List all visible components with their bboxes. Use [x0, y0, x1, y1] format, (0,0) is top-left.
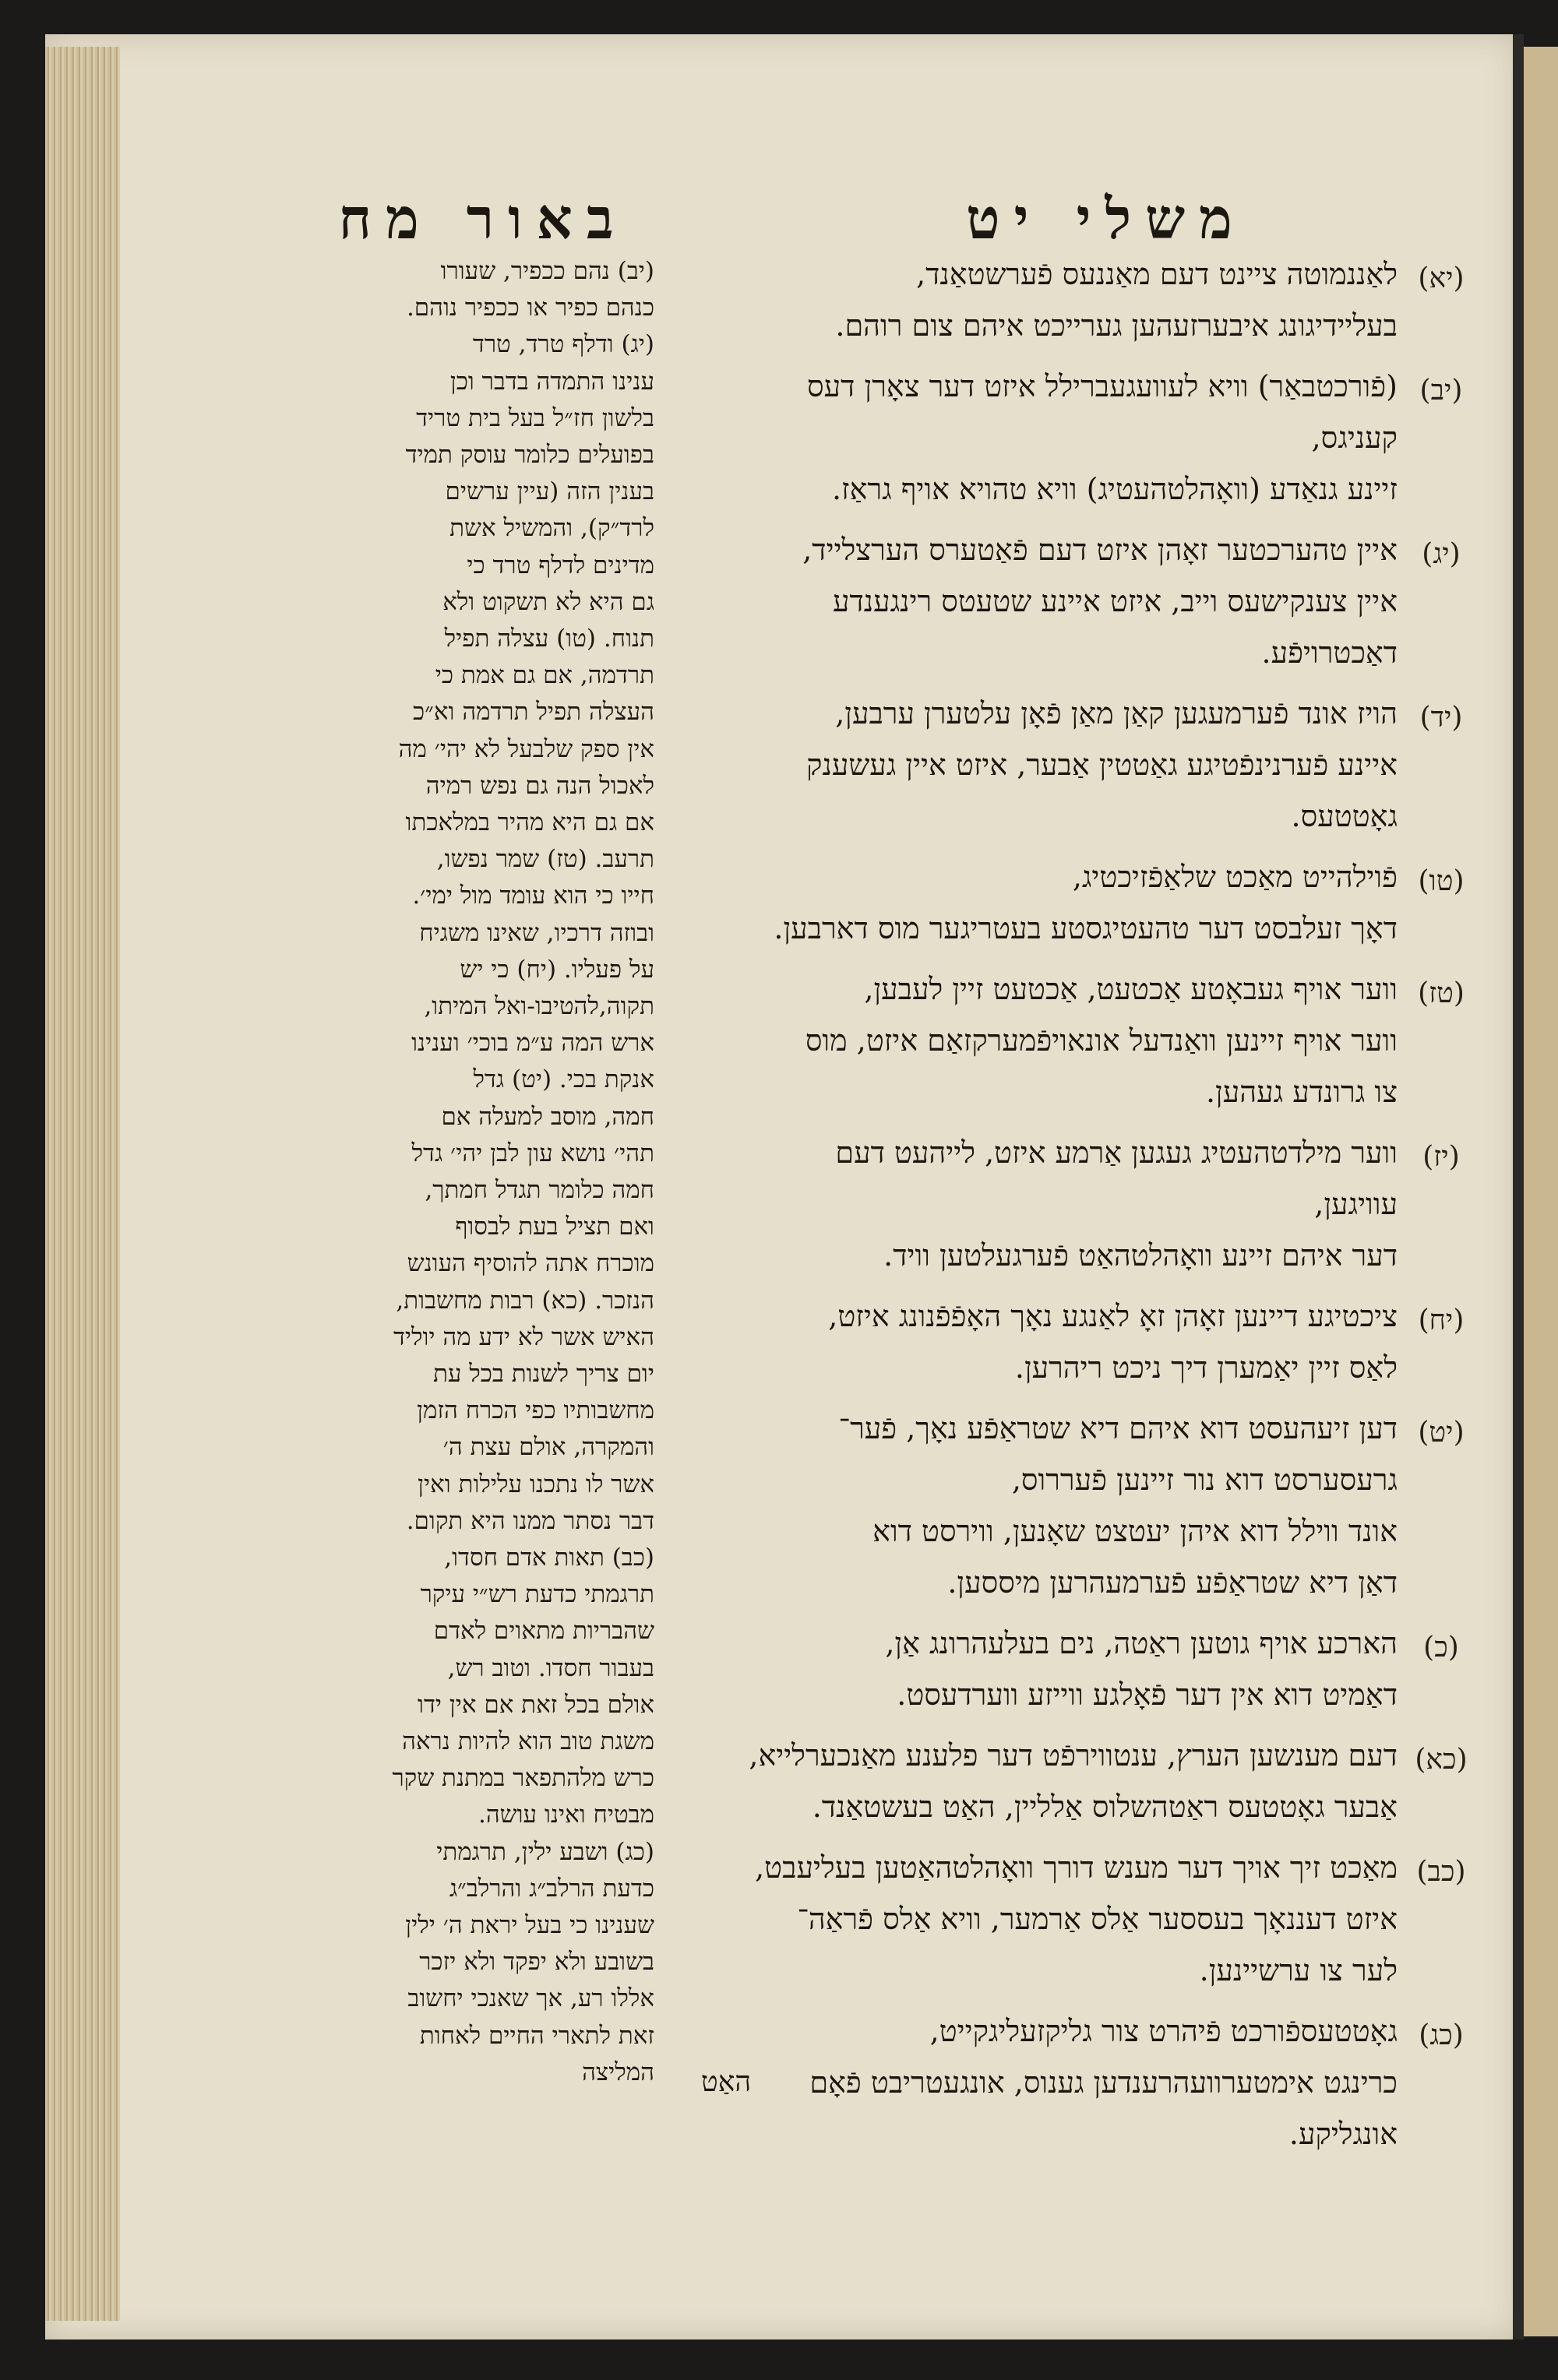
commentary-line: אשר לו נתכנו עלילות ואין	[418, 1470, 654, 1498]
running-head-mishlei: משלי יט	[966, 185, 1246, 252]
verse-line: ווער מילדטהעטיג געגען אַרמע איזט, לייהעט דעם	[835, 1135, 1398, 1170]
commentary-line: כנהם כפיר או ככפיר נוהם.	[406, 294, 654, 322]
binding-gutter	[1513, 34, 1524, 2340]
verse-line: דאַמיט דוא אין דער פֿאָלגע ווייזע ווערדעסט.	[897, 1678, 1398, 1712]
commentary-line: שהבריות מתאוים לאדם	[433, 1617, 654, 1646]
commentary-line: המליצה	[582, 2058, 654, 2086]
verse-line: דער איהם זיינע וואָהלטהאַט פֿערגעלטען וויד.	[883, 1238, 1398, 1273]
verse-line: מאַכט זיך אויך דער מענש דורך וואָהלטהאַטען בעליעבט,	[755, 1850, 1398, 1885]
commentary-line: גם היא לא תשקוט ולא	[442, 587, 654, 616]
verse-line: ציכטיגע דיינען זאָהן זאָ לאַנגע נאָך האָפֿפֿנונג איזט,	[828, 1299, 1398, 1333]
verse-line: דאַכטרויפֿע.	[1261, 635, 1398, 670]
verse-line: הארכע אויף גוטען ראַטה, נים בעלעהרונג אַן,	[885, 1626, 1398, 1660]
verse-line: עוויגען,	[1314, 1187, 1398, 1221]
verse-line: אונגליקע.	[1288, 2117, 1398, 2151]
verse-line: לאַננמוטה ציינט דעם מאַננעס פֿערשטאַנד,	[916, 257, 1398, 291]
commentary-line: ענינו התמדה בדבר וכן	[449, 367, 654, 396]
commentary-line: מוכרח אתה להוסיף העונש	[407, 1249, 654, 1278]
commentary-line: בלשון חז״ל בעל בית טריד	[416, 403, 654, 432]
commentary-line: והמקרה, אולם עצת ה׳	[442, 1433, 654, 1462]
verse-line: כרינגט אימטערוועהרענדען גענוס, אונגעטריבט פֿאָם	[809, 2065, 1398, 2100]
verse-line: איזט דעננאָך בעססער אַלס אַרמער, וויא אַלס פֿראַה־	[797, 1902, 1398, 1936]
commentary-line: בפועלים כלומר עוסק תמיד	[405, 441, 654, 469]
verse-number: (יד)	[1419, 702, 1463, 734]
commentary-line: חמה כלומר תגדל חמתך,	[425, 1176, 654, 1204]
verse-number: (כ)	[1423, 1632, 1459, 1664]
verse-line: איין טהערכטער זאָהן איזט דעם פֿאַטערס הערצלייד,	[802, 533, 1398, 567]
verse-line: איינע פֿערנינפֿטיגע גאַטטין אַבער, איזט איין געשענק	[806, 748, 1398, 782]
verse-line: לער צו ערשיינען.	[1199, 1953, 1398, 1987]
commentary-line: מבטיח ואינו עושה.	[478, 1801, 654, 1829]
commentary-line: בעבור חסדו. וטוב רש,	[447, 1653, 654, 1682]
commentary-line: על פעליו. (יח) כי יש	[460, 955, 654, 984]
verse-line: דאַן דיא שטראַפֿע פֿערמעהרען מיססען.	[947, 1565, 1398, 1600]
commentary-line: תרדמה, אם גם אמת כי	[435, 661, 654, 690]
commentary-line: בענין הזה (עיין ערשים	[445, 477, 654, 506]
commentary-line: אנקת בכי. (יט) גדל	[473, 1065, 654, 1094]
commentary-line: אולם בכל זאת אם אין ידו	[418, 1690, 654, 1719]
commentary-line: דבר נסתר ממנו היא תקום.	[406, 1506, 654, 1535]
commentary-line: לרד״ק), והמשיל אשת	[449, 514, 654, 543]
verse-number: (יח)	[1418, 1304, 1465, 1336]
commentary-line: מחשבותיו כפי הכרח הזמן	[417, 1396, 654, 1425]
verse-number: (יא)	[1418, 262, 1465, 294]
commentary-line: חייו כי הוא עומד מול ימי׳.	[412, 882, 654, 910]
verse-number: (טו)	[1418, 865, 1465, 897]
verse-line: אַבער גאָטטעס ראַטהשלוס אַלליין, האַט בעשטאַנד.	[812, 1790, 1398, 1824]
commentary-line: שענינו כי בעל יראת ה׳ ילין	[405, 1911, 654, 1939]
commentary-line: תקוה,להטיבו-ואל המיתו,	[424, 992, 654, 1020]
commentary-line: חמה, מוסב למעלה אם	[441, 1102, 654, 1131]
verse-line: (פֿורכטבאַר) וויא לעוועגעברילל איזט דער צאָרן דעס	[807, 369, 1398, 403]
verse-number: (יג)	[1422, 538, 1461, 570]
page-edges	[45, 47, 120, 2321]
verse-line: גאָטטעס.	[1291, 799, 1398, 833]
commentary-line: (כב) תאות אדם חסדו,	[444, 1544, 654, 1572]
commentary-line: תנוח. (טו) עצלה תפיל	[444, 625, 654, 653]
verse-line: דעם מענשען הערץ, ענטווירפֿט דער פלענע מאַנכערלייא,	[749, 1738, 1398, 1773]
verse-line: אונד ווילל דוא איהן יעטצט שאָנען, ווירסט דוא	[872, 1514, 1398, 1548]
verse-line: בעליידיגונג איבערזעהען גערייכט איהם צום רוהם.	[835, 308, 1398, 343]
commentary-line: כרש מלהתפאר במתנת שקר	[392, 1764, 654, 1793]
verse-line: דאָך זעלבסט דער טהעטיגסטע בעטריגער מוס דארבען.	[774, 911, 1398, 945]
verse-number: (יב)	[1419, 375, 1463, 407]
verse-line: צו גרונדע געהען.	[1205, 1075, 1398, 1109]
commentary-line: אם גם היא מהיר במלאכתו	[405, 808, 654, 836]
verse-number: (כא)	[1415, 1744, 1468, 1776]
commentary-line: תרגמתי כדעת רש״י עיקר	[420, 1580, 654, 1609]
running-head-biur: באור מח	[338, 185, 628, 252]
commentary-line: תרעב. (טז) שמר נפשו,	[436, 845, 654, 874]
commentary-line: ואם תציל בעת לבסוף	[455, 1213, 654, 1241]
verse-line: הויז אונד פֿערמעגען קאַן מאַן פֿאָן עלטערן ערבען,	[835, 696, 1398, 731]
commentary-line: זאת לתארי החיים לאחות	[419, 2021, 654, 2050]
commentary-line: אין ספק שלבעל לא יהי׳ מה	[398, 734, 654, 763]
verse-line: קעניגס,	[1311, 421, 1398, 455]
commentary-line: הנזכר. (כא) רבות מחשבות,	[396, 1286, 654, 1315]
commentary-line: ובוזה דרכיו, שאינו משגיח	[419, 918, 654, 947]
commentary-line: האיש אשר לא ידע מה יוליד	[393, 1322, 654, 1351]
verse-line: לאַס זיין יאַמערן דיך ניכט ריהרען.	[1014, 1350, 1398, 1385]
verse-number: (כב)	[1416, 1856, 1466, 1888]
verse-line: דען זיעהעסט דוא איהם דיא שטראַפֿע נאָך, פֿער־	[838, 1411, 1398, 1445]
commentary-line: יום צריך לשנות בכל עת	[432, 1360, 654, 1388]
commentary-line: ארש המה ע״מ בוכי׳ וענינו	[411, 1029, 654, 1058]
commentary-line: אללו רע, אך שאנכי יחשוב	[407, 1984, 654, 2013]
verse-number: (כג)	[1419, 2019, 1464, 2051]
facing-page-edge	[1524, 47, 1558, 2336]
commentary-line: כדעת הרלב״ג והרלב״ג	[449, 1874, 654, 1903]
commentary-line: מדינים לדלף טרד כי	[467, 551, 654, 579]
commentary-line: בשובע ולא יפקד ולא יזכר	[419, 1948, 654, 1977]
verse-line: זיינע גנאַדע (וואָהלטהעטיג) וויא טהויא אויף גראַז.	[831, 472, 1398, 506]
verse-line: פֿוילהייט מאַכט שלאַפֿזיכטיג,	[1072, 860, 1398, 894]
verse-line: ווער אויף זיינען וואַנדעל אונאויפֿמערקזאַם איזט, מוס	[805, 1023, 1398, 1058]
commentary-line: (יג) ודלף טרד, טרד	[472, 330, 654, 359]
commentary-line: (יב) נהם ככפיר, שעורו	[440, 257, 654, 285]
verse-number: (טז)	[1418, 977, 1465, 1009]
verse-line: גרעסערסט דוא נור זיינען פֿעררוס,	[1011, 1463, 1398, 1497]
commentary-line: תהי׳ נושא עון לבן יהי׳ גדל	[411, 1139, 654, 1167]
verse-line: ווער אויף געבאָטע אַכטעט, אַכטעט זיין לעבען,	[864, 972, 1398, 1006]
commentary-line: לאכול הנה גם נפש רמיה	[425, 771, 654, 800]
verse-line: איין צענקישעס וייב, איזט איינע שטעטס רינגענדע	[832, 584, 1398, 618]
commentary-line: (כג) ושבע ילין, תרגמתי	[436, 1837, 654, 1866]
commentary-line: משגת טוב הוא להיות נראה	[402, 1727, 654, 1755]
commentary-line: העצלה תפיל תרדמה וא״כ	[413, 698, 654, 727]
verse-line: גאָטטעספֿורכט פֿיהרט צור גליקזעליגקייט,	[929, 2014, 1398, 2048]
catchword: האַט	[701, 2066, 752, 2098]
verse-number: (יז)	[1422, 1141, 1460, 1173]
verse-number: (יט)	[1418, 1417, 1465, 1449]
